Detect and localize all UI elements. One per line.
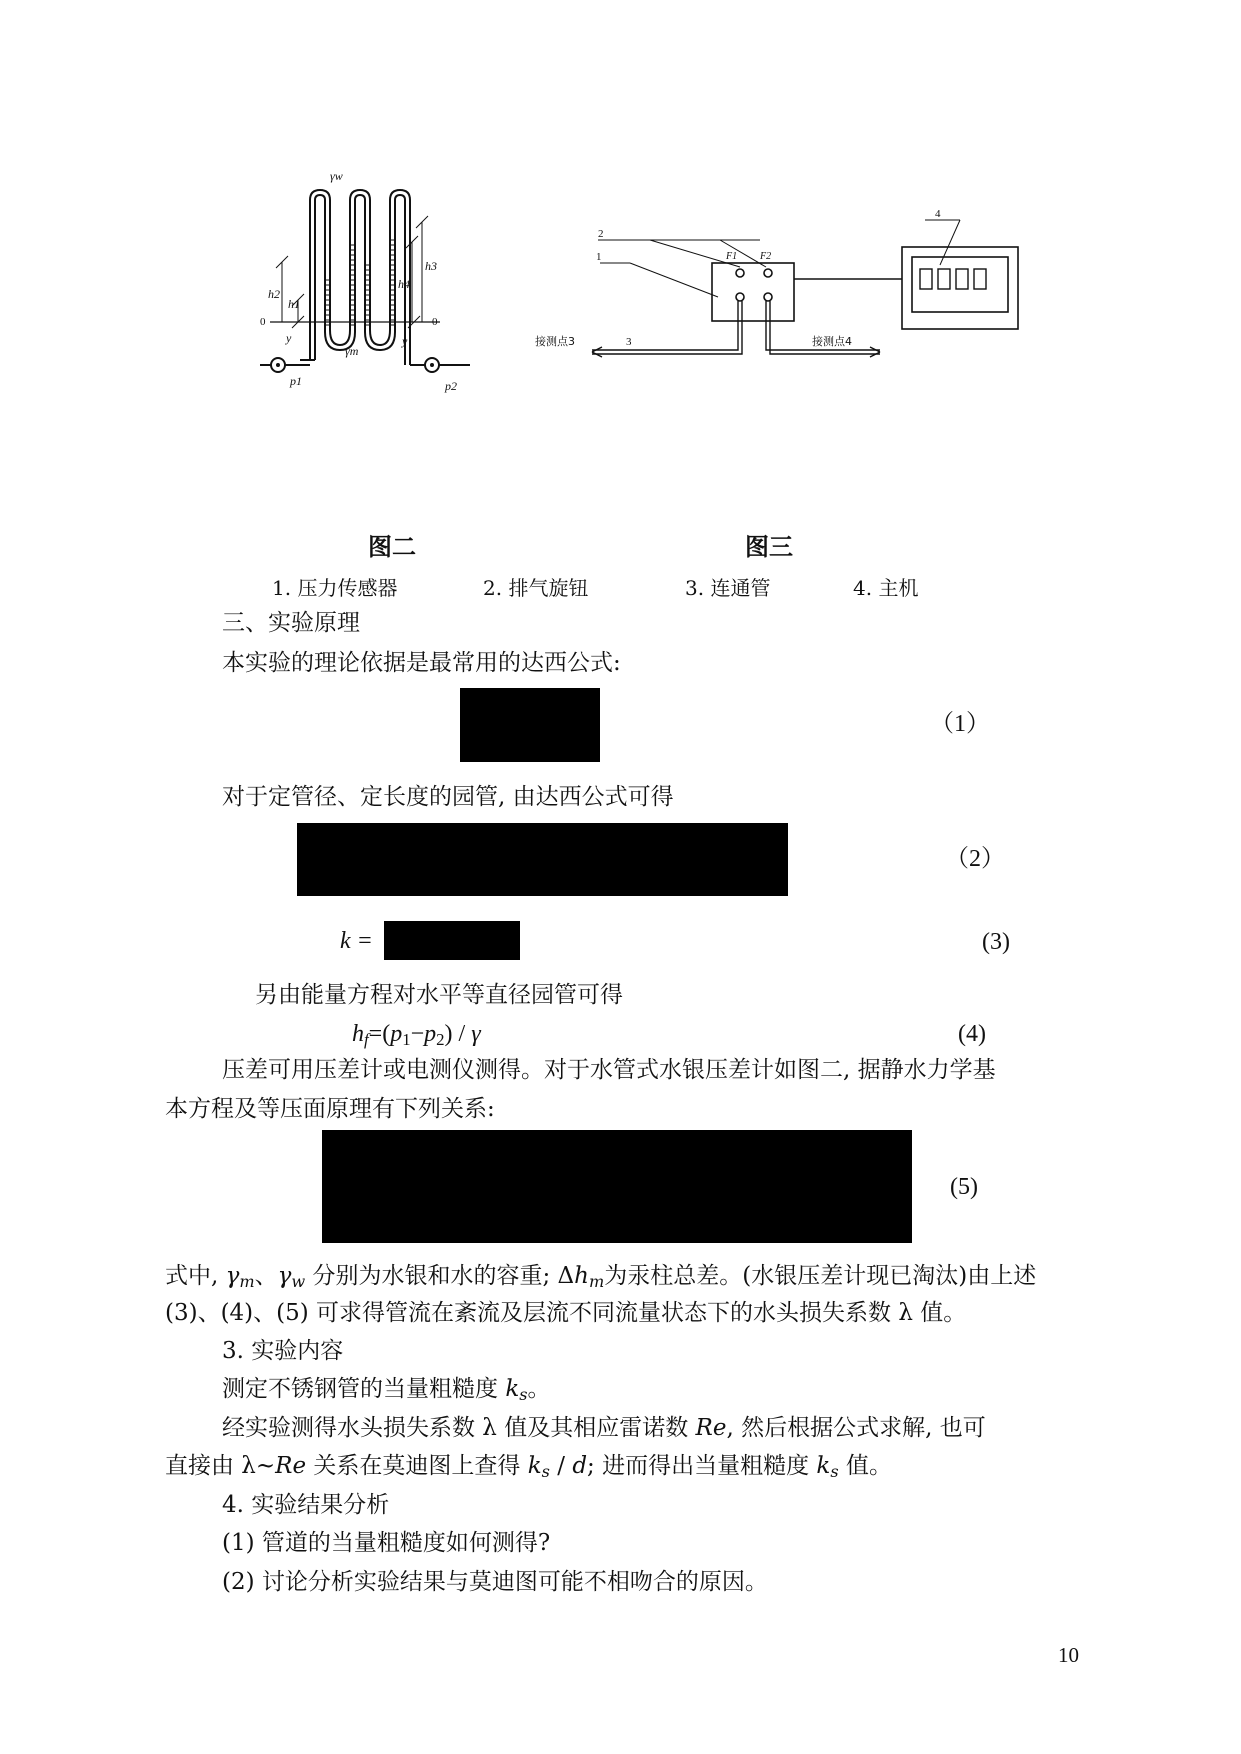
figure-2-caption: 图二 (368, 533, 416, 561)
label-p2: p2 (445, 379, 457, 393)
symbols-text-a: 分别为水银和水的容重; Δ (312, 1263, 575, 1289)
legend-item-3: 3. 连通管 (685, 576, 771, 600)
label-point-4: 接测点4 (812, 335, 852, 348)
legend-item-1: 1. 压力传感器 (272, 576, 398, 600)
section-heading-principle: 三、实验原理 (222, 610, 360, 636)
legend-item-4: 4. 主机 (853, 576, 919, 600)
paragraph-content-line-2: 经实验测得水头损失系数 λ 值及其相应雷诺数 Re, 然后根据公式求解, 也可 (222, 1415, 986, 1441)
label-f1: F1 (726, 251, 738, 262)
redacted-equation-5 (322, 1130, 912, 1243)
content-text-g: 值。 (845, 1453, 892, 1479)
equation-3-prefix: k = (340, 928, 373, 954)
redacted-equation-2 (297, 823, 788, 896)
paragraph-symbols-line-1: 式中, $\gamma_m$、$\gamma_w$ 分别为水银和水的容重; $\Delta h_m$为汞柱总差。(水银压差计现已淘汰)由上述 (165, 1263, 1037, 1292)
redacted-equation-1 (460, 688, 600, 762)
content-text-b: 经实验测得水头损失系数 λ 值及其相应雷诺数 (222, 1415, 689, 1441)
paragraph-energy: 另由能量方程对水平等直径园管可得 (255, 982, 623, 1008)
symbols-text-b: 为汞柱总差。(水银压差计现已淘汰)由上述 (604, 1263, 1037, 1289)
label-zero-left: 0 (260, 316, 266, 328)
equation-2-number: （2） (945, 846, 1005, 872)
content-text-e: 关系在莫迪图上查得 (313, 1453, 521, 1479)
figure-2-manometer (260, 170, 520, 440)
label-zero-right: 0 (432, 316, 438, 328)
question-2: (2) 讨论分析实验结果与莫迪图可能不相吻合的原因。 (222, 1569, 768, 1595)
equation-1-number: （1） (930, 711, 990, 737)
legend-item-2: 2. 排气旋钮 (483, 576, 589, 600)
label-1: 1 (596, 251, 602, 263)
content-text-d: 直接由 λ~ (165, 1453, 276, 1479)
label-f2: F2 (760, 251, 772, 262)
redacted-equation-3 (384, 921, 520, 960)
label-4: 4 (935, 208, 941, 220)
label-gamma-m: γm (345, 344, 359, 358)
label-h1: h1 (288, 297, 300, 311)
section-heading-analysis: 4. 实验结果分析 (222, 1492, 390, 1518)
page-number: 10 (1058, 1643, 1079, 1667)
section-heading-content: 3. 实验内容 (222, 1338, 344, 1364)
content-text-a: 测定不锈钢管的当量粗糙度 (222, 1376, 498, 1402)
paragraph-pressure-line-2: 本方程及等压面原理有下列关系: (165, 1096, 495, 1122)
label-2: 2 (598, 228, 604, 240)
equation-3-number: (3) (982, 929, 1010, 955)
question-1: (1) 管道的当量粗糙度如何测得? (222, 1530, 551, 1556)
equation-5-number: (5) (950, 1174, 978, 1200)
figure-3-sensor-system (535, 208, 1110, 405)
figure-3-caption: 图三 (745, 533, 793, 561)
paragraph-pressure-line-1: 压差可用压差计或电测仪测得。对于水管式水银压差计如图二, 据静水力学基 (222, 1057, 996, 1083)
content-text-c: 然后根据公式求解, 也可 (741, 1415, 986, 1441)
paragraph-intro: 本实验的理论依据是最常用的达西公式: (222, 650, 621, 676)
content-text-f: 进而得出当量粗糙度 (602, 1453, 810, 1479)
label-h2: h2 (268, 287, 280, 301)
label-3: 3 (626, 336, 632, 348)
equation-4-number: (4) (958, 1021, 986, 1047)
label-point-3: 接测点3 (535, 335, 575, 348)
label-h3: h3 (425, 259, 437, 273)
paragraph-content-line-3: 直接由 λ~Re 关系在莫迪图上查得 $k_s$ / d; 进而得出当量粗糙度 $k_s$ 值。 (165, 1453, 892, 1482)
paragraph-symbols-line-2: (3)、(4)、(5) 可求得管流在紊流及层流不同流量状态下的水头损失系数 λ 值。 (165, 1300, 967, 1326)
label-y-right: y (402, 334, 408, 348)
label-h4: h4 (398, 277, 410, 291)
paragraph-content-line-1: 测定不锈钢管的当量粗糙度 $k_s$。 (222, 1376, 551, 1405)
label-y-left: y (286, 331, 292, 345)
paragraph-pipe: 对于定管径、定长度的园管, 由达西公式可得 (222, 784, 674, 810)
label-p1: p1 (290, 374, 302, 388)
equation-4: $h_f=(p_1-p_2) / \gamma$ (352, 1021, 481, 1050)
label-gamma-w: γw (330, 169, 343, 183)
